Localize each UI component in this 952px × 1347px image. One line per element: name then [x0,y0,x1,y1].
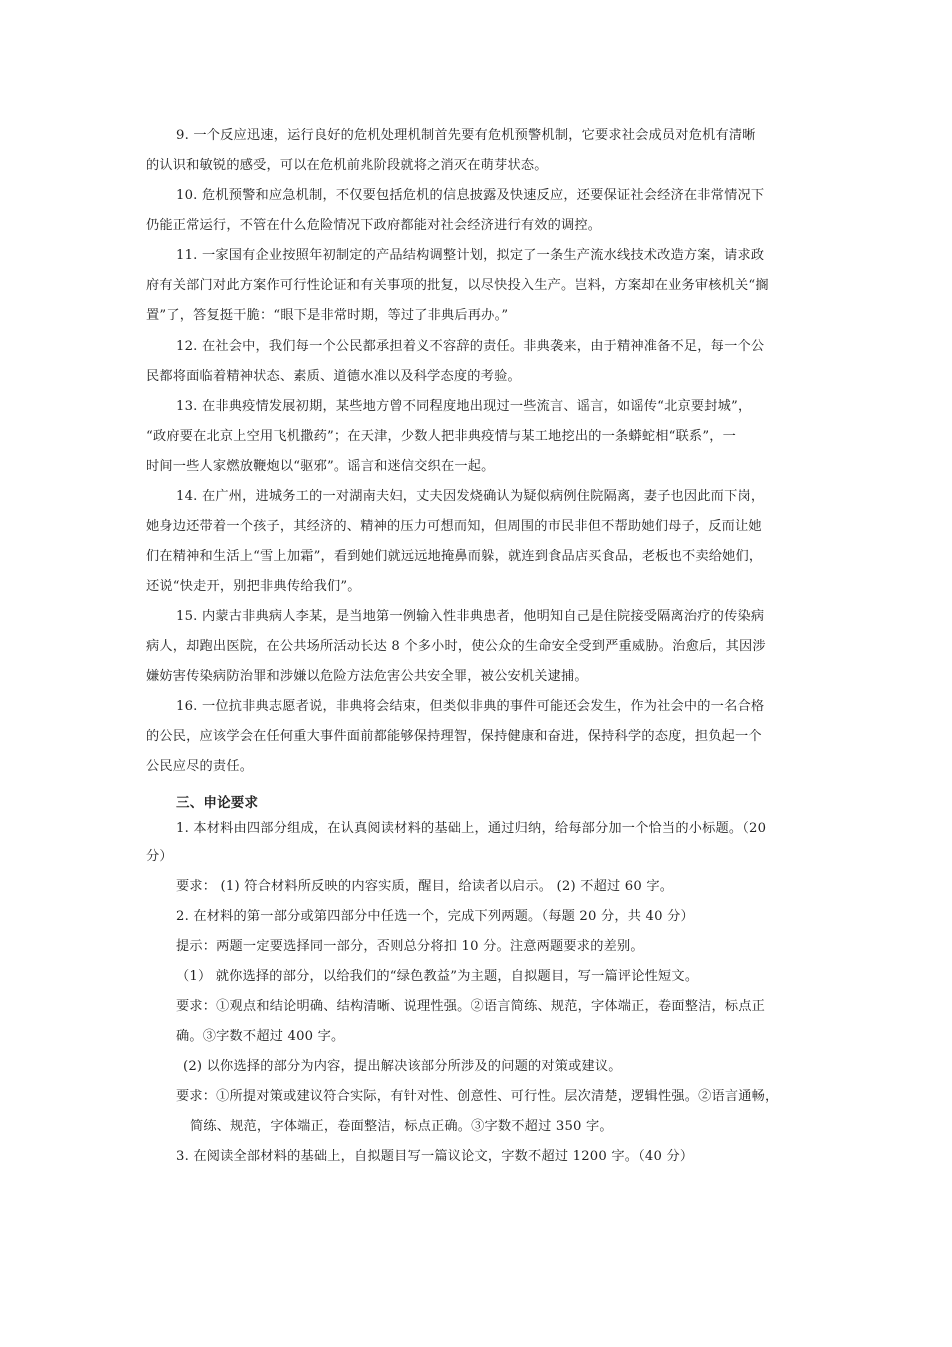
paragraph-line: 病人，却跑出医院，在公共场所活动长达 8 个多小时，使公众的生命安全受到严重威胁。治愈后，其因涉 [146,639,766,654]
paragraph-line: 时间一些人家燃放鞭炮以“驱邪”。谣言和迷信交织在一起。 [146,459,495,474]
paragraph-line: 置”了，答复挺干脆：“眼下是非常时期，等过了非典后再办。” [146,308,509,323]
paragraph-line: 民都将面临着精神状态、素质、道德水准以及科学态度的考验。 [146,369,521,384]
paragraph-line: 10. 危机预警和应急机制，不仅要包括危机的信息披露及快速反应，还要保证社会经济在非常情况下 [176,188,765,203]
question-2-subtask-1-requirement-continued: 确。③字数不超过 400 字。 [176,1029,345,1044]
material-paragraph-11 [146,241,812,331]
paragraph-line: 还说“快走开，别把非典传给我们”。 [146,579,361,594]
material-paragraph-15 [146,602,812,692]
material-paragraph-13 [146,392,812,482]
paragraph-line: “政府要在北京上空用飞机撒药”；在天津，少数人把非典疫情与某工地挖出的一条蟒蛇相“联系”，一 [146,429,737,444]
question-2: 2. 在材料的第一部分或第四部分中任选一个，完成下列两题。（每题 20 分，共 40 分） [176,909,694,924]
paragraph-line: 嫌妨害传染病防治罪和涉嫌以危险方法危害公共安全罪，被公安机关逮捕。 [146,669,588,684]
question-1: 1. 本材料由四部分组成，在认真阅读材料的基础上，通过归纳，给每部分加一个恰当的小标题。（20 [176,821,767,836]
question-2-subtask-2-requirement-continued: 简练、规范，字体端正，卷面整洁，标点正确。③字数不超过 350 字。 [190,1119,613,1134]
question-1-requirement: 要求： (1) 符合材料所反映的内容实质，醒目，给读者以启示。 (2) 不超过 60 字。 [176,879,674,894]
question-2-subtask-2: (2) 以你选择的部分为内容，提出解决该部分所涉及的问题的对策或建议。 [183,1059,622,1074]
paragraph-line: 15. 内蒙古非典病人李某，是当地第一例输入性非典患者，他明知自己是住院接受隔离治疗的传染病 [176,609,765,624]
section-heading: 三、申论要求 [176,795,259,811]
material-paragraph-9 [146,121,812,181]
material-paragraph-14 [146,482,812,602]
paragraph-line: 公民应尽的责任。 [146,759,254,774]
paragraph-line: 她身边还带着一个孩子，其经济的、精神的压力可想而知，但周围的市民非但不帮助她们母子，反而让她 [146,519,762,534]
material-paragraph-10 [146,181,812,241]
question-2-subtask-2-requirement: 要求：①所提对策或建议符合实际，有针对性、创意性、可行性。层次清楚，逻辑性强。②语言通畅， [176,1089,779,1104]
question-2-subtask-1-requirement: 要求：①观点和结论明确、结构清晰、说理性强。②语言简练、规范，字体端正，卷面整洁，标点正 [176,999,766,1014]
paragraph-line: 16. 一位抗非典志愿者说，非典将会结束，但类似非典的事件可能还会发生，作为社会中的一名合格 [176,699,765,714]
question-1-continued: 分） [146,849,173,864]
paragraph-line: 12. 在社会中，我们每一个公民都承担着义不容辞的责任。非典袭来，由于精神准备不足，每一个公 [176,339,765,354]
paragraph-line: 11. 一家国有企业按照年初制定的产品结构调整计划，拟定了一条生产流水线技术改造方案，请求政 [176,248,765,263]
material-paragraph-16 [146,692,812,782]
question-2-subtask-1: （1） 就你选择的部分，以给我们的“绿色教益”为主题，自拟题目，写一篇评论性短文。 [176,969,699,984]
paragraph-line: 们在精神和生活上“雪上加霜”，看到她们就远远地掩鼻而躲，就连到食品店买食品，老板也不卖给她们， [146,549,763,564]
paragraph-line: 9. 一个反应迅速，运行良好的危机处理机制首先要有危机预警机制，它要求社会成员对危机有清晰 [176,128,756,143]
material-paragraph-12 [146,332,812,392]
paragraph-line: 的公民，应该学会在任何重大事件面前都能够保持理智，保持健康和奋进，保持科学的态度，担负起一个 [146,729,762,744]
question-3: 3. 在阅读全部材料的基础上，自拟题目写一篇议论文，字数不超过 1200 字。（40 分） [176,1149,694,1164]
paragraph-line: 14. 在广州，进城务工的一对湖南夫妇，丈夫因发烧确认为疑似病例住院隔离，妻子也因此而下岗， [176,489,765,504]
paragraph-line: 府有关部门对此方案作可行性论证和有关事项的批复，以尽快投入生产。岂料，方案却在业务审核机关“搁 [146,278,769,293]
paragraph-line: 的认识和敏锐的感受，可以在危机前兆阶段就将之消灭在萌芽状态。 [146,158,548,173]
question-2-hint: 提示：两题一定要选择同一部分，否则总分将扣 10 分。注意两题要求的差别。 [176,939,644,954]
paragraph-line: 13. 在非典疫情发展初期，某些地方曾不同程度地出现过一些流言、谣言，如谣传“北京要封城”， [176,399,752,414]
paragraph-line: 仍能正常运行，不管在什么危险情况下政府都能对社会经济进行有效的调控。 [146,218,602,233]
